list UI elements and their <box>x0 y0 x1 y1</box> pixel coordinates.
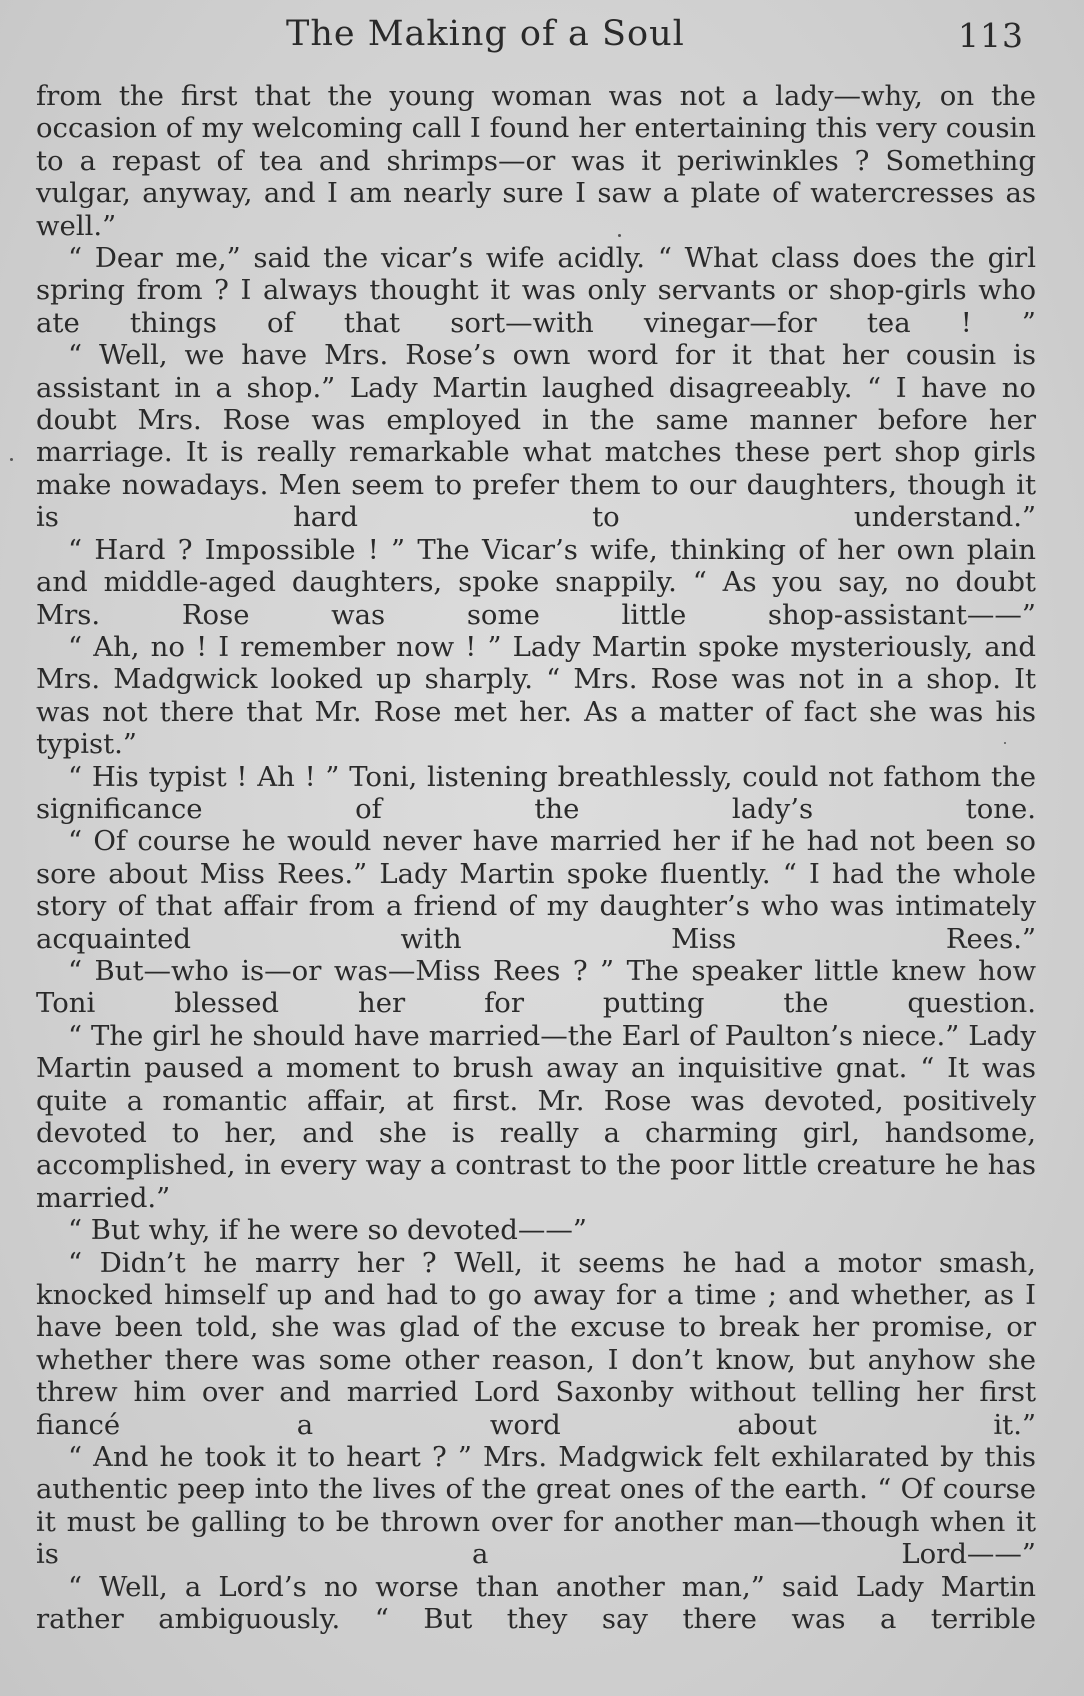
page-number: 113 <box>958 16 1024 55</box>
paragraph-4: “ Hard ? Impossible ! ” The Vicar’s wife, thinking of her own plain and middle-aged daughters, spoke snappily. “ As you say, no doubt Mrs. Rose was some little shop-assistant——” <box>36 533 1036 631</box>
paragraph-1: from the first that the young woman was not a lady—why, on the occasion of my welcoming call I found her entertaining this very cousin to a repast of tea and shrimps—or was it periwinkles ? Something vulgar, anyway, and I am nearly sure I saw a plate of watercresses as well.” <box>36 80 1036 242</box>
paragraph-2: “ Dear me,” said the vicar’s wife acidly. “ What class does the girl spring from ? I always thought it was only servants or shop-girls who ate things of that sort—with vinegar—for tea ! ” <box>36 242 1036 339</box>
running-header <box>36 10 1036 58</box>
paragraph-11: “ Didn’t he marry her ? Well, it seems he had a motor smash, knocked himself up and had to go away for a time ; and whether, as I have been told, she was glad of the excuse to break her promise, or whether there was some other reason, I don’t know, but anyhow she threw him over and married Lord Saxonby without telling her first fiancé a word about it.” <box>36 1246 1036 1441</box>
paragraph-3: “ Well, we have Mrs. Rose’s own word for it that her cousin is assistant in a shop.” Lady Martin laughed disagreeably. “ I have no doubt Mrs. Rose was employed in the same manner before her marriage. It is really remarkable what matches these pert shop girls make nowadays. Men seem to prefer them to our daughters, though it is hard to understand.” <box>36 339 1036 534</box>
paragraph-8: “ But—who is—or was—Miss Rees ? ” The speaker little knew how Toni blessed her for putting the question. <box>36 954 1036 1020</box>
body-text <box>36 80 1036 1636</box>
paragraph-12: “ And he took it to heart ? ” Mrs. Madgwick felt exhilarated by this authentic peep into the lives of the great ones of the earth. “ Of course it must be galling to be thrown over for another man—though when it is a Lord——” <box>36 1441 1036 1571</box>
paper-speck <box>618 234 621 237</box>
paragraph-9: “ The girl he should have married—the Earl of Paulton’s niece.” Lady Martin paused a moment to brush away an inquisitive gnat. “ It was quite a romantic affair, at first. Mr. Rose was devoted, positively devoted to her, and she is really a charming girl, handsome, accomplished, in every way a contrast to the poor little creature he has married.” <box>36 1019 1036 1214</box>
running-title: The Making of a Soul <box>286 14 685 54</box>
paragraph-6: “ His typist ! Ah ! ” Toni, listening breathlessly, could not fathom the significance of the lady’s tone. <box>36 760 1036 825</box>
paragraph-7: “ Of course he would never have married her if he had not been so sore about Miss Rees.” Lady Martin spoke fluently. “ I had the whole story of that affair from a friend of my daughter’s who was intimately acquainted with Miss Rees.” <box>36 825 1036 955</box>
paragraph-13: “ Well, a Lord’s no worse than another man,” said Lady Martin rather ambiguously. “ But they say there was a terrible <box>36 1570 1036 1636</box>
paragraph-5: “ Ah, no ! I remember now ! ” Lady Martin spoke mysteriously, and Mrs. Madgwick looked up sharply. “ Mrs. Rose was not in a shop. It was not there that Mr. Rose met her. As a matter of fact she was his typist.” <box>36 630 1036 761</box>
paragraph-10: “ But why, if he were so devoted——” <box>68 1214 587 1247</box>
paper-speck <box>1004 742 1006 744</box>
paper-speck <box>10 458 13 461</box>
